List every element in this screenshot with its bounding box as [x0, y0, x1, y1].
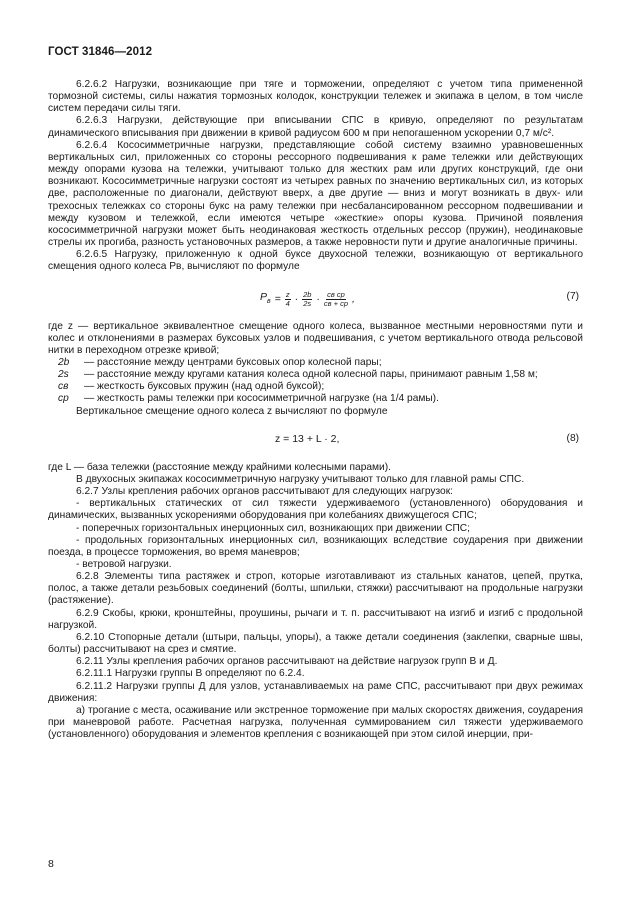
- definition-text: — жесткость рамы тележки при кососимметричной нагрузке (на 1/4 рамы).: [84, 393, 439, 405]
- definition-symbol: 2s: [58, 369, 69, 381]
- formula-7-equals: =: [274, 293, 281, 306]
- definitions-list: [48, 357, 583, 406]
- formula-8: [48, 432, 583, 448]
- paragraph: где L — база тележки (расстояние между крайними колесными парами).: [48, 461, 391, 473]
- document-body: [48, 79, 583, 741]
- definition-row: [48, 381, 583, 393]
- page-header: ГОСТ 31846—2012: [48, 46, 153, 58]
- definition-text: — расстояние между кругами катания колеса одной колесной пары, принимают равным 1,58 м;: [84, 369, 538, 381]
- paragraph: 6.2.9 Скобы, крюки, кронштейны, проушины, рычаги и т. п. рассчитывают на изгиб и изгиб с продольной нагрузкой.: [48, 607, 583, 631]
- formula-7-fraction-3: $\frac{\text{cв cр}}{cв + cр}$: [323, 289, 349, 308]
- paragraph-6-2-6-4: 6.2.6.4 Кососимметричные нагрузки, представляющие собой систему взаимно уравновешенных вертикальных сил, приложенных со стороны рессорного подвешивания к раме тележки или действующих между опорами кузова на тележки, учитывают только для жестких рам или других конструкций, где они возникают. Кососимметричные нагрузки состоят из четырех равных по значению вертикальных сил, из которых две, расположенные по диагонали, действуют вверх, а две другие — вниз и могут возникать в двух- или трехосных тележках со стороны букс на раму тележки при несбалансированном рессорном подвешивании и между кузовом и тележкой, если имеются четыре «жесткие» опоры кузова. Причиной появления кососимметричной нагрузки может быть неодинаковая жесткость отдельных рессор (пружин), неодинаковые стрелы их прогиба, разность установочных размеров, а также неровности пути и другие аналогичные причины.: [48, 139, 583, 249]
- definition-symbol: cв: [58, 381, 69, 393]
- paragraph-6-2-6-5: 6.2.6.5 Нагрузку, приложенную к одной буксе двухосной тележки, возникающую от вертикального смещения одного колеса Pв, вычисляют по формуле: [48, 249, 583, 273]
- definition-row: [48, 357, 583, 369]
- formula-8-intro: Вертикальное смещение одного колеса z вычисляют по формуле: [76, 405, 388, 417]
- page-number: 8: [48, 858, 54, 870]
- formula-7-fraction-2: $\frac{2b}{2s}$: [303, 289, 312, 308]
- formula-8-number: (8): [566, 432, 579, 444]
- paragraph: - вертикальных статических от сил тяжести удерживаемого (установленного) оборудования и динамических, вызванных ускорениями оборудования при колебаниях движущегося СПС;: [48, 498, 583, 522]
- formula-7-fraction-1: $\frac{z}{4}$: [285, 289, 290, 308]
- definition-symbol: 2b: [58, 356, 70, 368]
- paragraph: 6.2.10 Стопорные детали (штыри, пальцы, упоры), а также детали соединения (заклепки, сварные швы, болты) рассчитывают на срез и смятие.: [48, 631, 583, 656]
- paragraph-6-2-6-3: 6.2.6.3 Нагрузки, действующие при вписывании СПС в кривую, определяют по результатам динамического вписывания при движении в кривой радиусом 600 м при непогашенном ускорении 0,7 м/с².: [48, 115, 583, 139]
- paragraph: 6.2.7 Узлы крепления рабочих органов рассчитывают для следующих нагрузок:: [76, 486, 453, 498]
- formula-8-expression: z = 13 + L · 2,: [275, 432, 340, 445]
- definition-row: [48, 393, 583, 405]
- formula-7-explanation: где z — вертикальное эквивалентное смещение одного колеса, вызванное местными неровностями пути и колес и отклонениями в размерах буксовых узлов и подвешивания, с учетом вертикального отвода рельсовой нитки в переходном отрезке кривой;: [48, 320, 583, 356]
- formula-7-lhs: $P_в$: [260, 290, 271, 305]
- paragraph-6-2-6-2: 6.2.6.2 Нагрузки, возникающие при тяге и торможении, определяют с учетом типа примененной тормозной системы, силы нажатия тормозных колодок, конструкции тележек и экипажа в целом, в том числе систем передачи силы тяги.: [48, 79, 583, 115]
- paragraph: - продольных горизонтальных инерционных сил, возникающих вследствие соударения при движении поезда, в процессе торможения, во время маневров;: [48, 534, 583, 558]
- paragraphs-section-b: [48, 462, 583, 742]
- paragraph: 6.2.11 Узлы крепления рабочих органов рассчитывают на действие нагрузок групп В и Д.: [76, 656, 498, 668]
- formula-7: $P_в$ = $\frac{z}{4}$ · $\frac{2b}{2s}$ · $\frac{\text{cв cр}}{cв + cр}$ , (7): [260, 289, 579, 308]
- paragraph: 6.2.8 Элементы типа растяжек и строп, которые изготавливают из стальных канатов, цепей, прутка, полос, а также детали резьбовых соединений (болты, шпильки, стяжки) рассчитывают на продольные нагрузки (растяжение).: [48, 571, 583, 607]
- paragraph: - ветровой нагрузки.: [76, 559, 172, 570]
- paragraph: 6.2.11.1 Нагрузки группы В определяют по 6.2.4.: [76, 668, 305, 680]
- formula-7-number: (7): [566, 290, 579, 302]
- paragraph: - поперечных горизонтальных инерционных сил, возникающих при движении СПС;: [76, 522, 470, 534]
- paragraph: а) трогание с места, осаживание или экстренное торможение при малых скоростях движения, соударения при маневровой работе. Расчетная нагрузка, полученная суммированием сил тяжести удерживаемого (установленного) оборудования и элементов крепления с возникающей при этом силой инерции, при-: [48, 704, 583, 741]
- definition-symbol: cр: [58, 393, 69, 405]
- paragraph: 6.2.11.2 Нагрузки группы Д для узлов, устанавливаемых на раме СПС, рассчитывают при двух режимах движения:: [48, 680, 583, 704]
- definition-row: [48, 369, 583, 381]
- definition-text: — расстояние между центрами буксовых опор колесной пары;: [84, 356, 382, 368]
- definition-text: — жесткость буксовых пружин (над одной буксой);: [84, 381, 325, 393]
- paragraph: В двухосных экипажах кососимметричную нагрузку учитывают только для главной рамы СПС.: [76, 473, 525, 485]
